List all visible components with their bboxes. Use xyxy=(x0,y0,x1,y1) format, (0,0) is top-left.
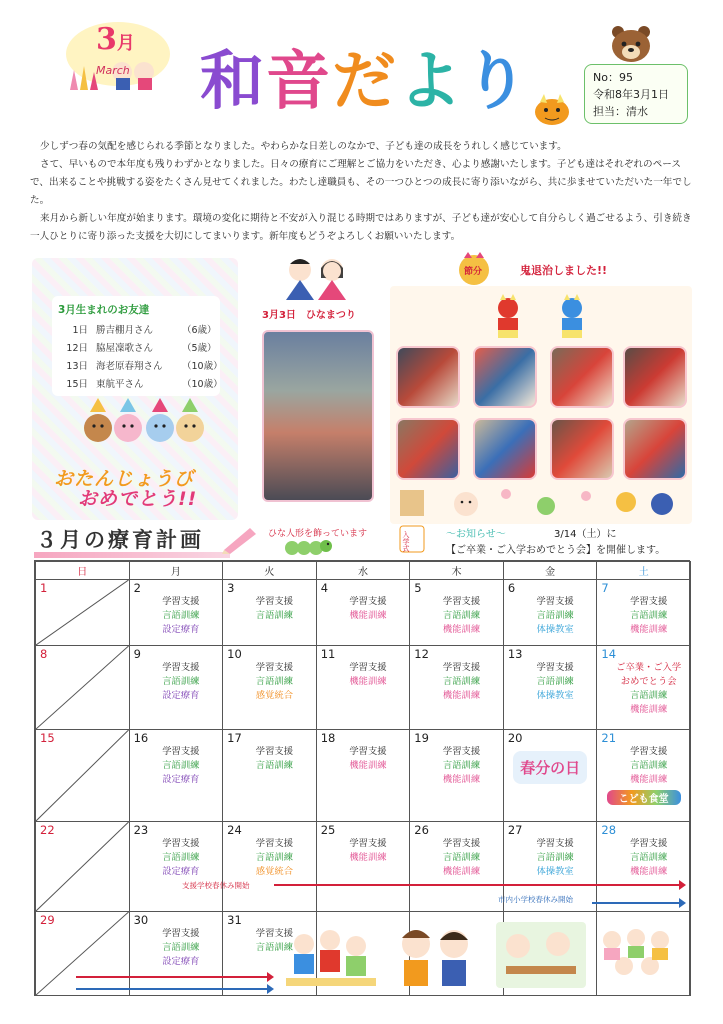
calendar-day-cell xyxy=(410,730,504,822)
activity-list xyxy=(134,745,219,787)
birthday-congrats-line2: おめでとう!! xyxy=(78,488,198,510)
day-number: 23 xyxy=(133,823,149,837)
calendar-day-cell xyxy=(597,822,691,912)
calendar-week-row xyxy=(36,646,691,730)
activity-item: 学習支援 xyxy=(162,928,200,939)
activity-item: 言語訓練 xyxy=(255,852,293,863)
activity-item: 言語訓練 xyxy=(630,852,668,863)
weekday-sun: 日 xyxy=(36,562,130,580)
holiday-shunbun: 春分の日 xyxy=(513,751,587,784)
day-number: 27 xyxy=(507,823,523,837)
activity-item: 言語訓練 xyxy=(162,760,200,771)
activity-item: 機能訓練 xyxy=(349,676,387,687)
day-number: 29 xyxy=(40,913,55,927)
calendar-day-cell xyxy=(410,646,504,730)
oni-mask-icon xyxy=(528,92,576,126)
party-animals-illustration xyxy=(82,398,206,456)
activity-item: 言語訓練 xyxy=(536,610,574,621)
tanuki-mascot-icon xyxy=(608,24,654,64)
day-number: 14 xyxy=(601,647,617,661)
setsubun-photo xyxy=(550,418,614,480)
day-number: 3 xyxy=(227,581,235,595)
activity-item: 学習支援 xyxy=(442,838,481,849)
pencil-icon xyxy=(220,524,260,554)
activity-item: 言語訓練 xyxy=(255,942,293,953)
activity-item: 言語訓練 xyxy=(255,760,293,771)
calendar-week-row xyxy=(36,822,691,912)
weekday-mon: 月 xyxy=(129,562,223,580)
activity-list xyxy=(321,745,406,773)
kodomo-shokudo-badge: こども食堂 xyxy=(607,790,681,805)
activity-item: 言語訓練 xyxy=(162,610,200,621)
city-school-break-note: 市内小学校春休み開始 xyxy=(498,895,573,904)
city-school-break-arrow-continued xyxy=(76,988,272,990)
activity-item: 学習支援 xyxy=(442,596,481,607)
graduation-children-illustration xyxy=(392,920,478,990)
intro-text xyxy=(30,138,698,246)
activity-list xyxy=(321,595,406,623)
hinamatsuri-photo xyxy=(262,330,374,502)
calendar-day-cell xyxy=(36,580,130,646)
sunday-diagonal-line xyxy=(36,822,129,911)
weekday-thu: 木 xyxy=(410,562,504,580)
setsubun-title: 鬼退治しました!! xyxy=(520,264,608,277)
activity-item: 設定療育 xyxy=(162,690,200,701)
calendar-day-cell xyxy=(503,730,597,822)
activity-item: 言語訓練 xyxy=(255,676,293,687)
activity-item: 学習支援 xyxy=(255,746,293,757)
activity-item: 学習支援 xyxy=(536,662,574,673)
activity-item: 機能訓練 xyxy=(442,624,481,635)
issue-info-box xyxy=(584,64,688,124)
day-number: 2 xyxy=(133,581,141,595)
activity-item: 機能訓練 xyxy=(442,690,481,701)
activity-list xyxy=(134,837,219,879)
support-school-break-arrow-continued xyxy=(76,976,272,978)
activity-item: 学習支援 xyxy=(536,838,574,849)
month-number: 3月 xyxy=(96,22,135,57)
calendar-day-cell xyxy=(597,730,691,822)
activity-item: 言語訓練 xyxy=(630,760,668,771)
calendar-day-cell xyxy=(129,822,223,912)
activity-item: 言語訓練 xyxy=(162,942,200,953)
newsletter-title: 和音だより xyxy=(200,45,530,119)
setsubun-photo xyxy=(623,418,687,480)
activity-item: 機能訓練 xyxy=(630,866,668,877)
calendar-day-cell xyxy=(597,580,691,646)
activity-item: 設定療育 xyxy=(162,956,200,967)
activity-item: 機能訓練 xyxy=(630,624,668,635)
setsubun-photo xyxy=(396,418,460,480)
weekday-sat: 土 xyxy=(597,562,691,580)
calendar-week-row xyxy=(36,730,691,822)
day-number: 10 xyxy=(227,647,242,661)
setsubun-photo xyxy=(473,418,537,480)
sunday-diagonal-line xyxy=(36,646,129,729)
activity-item: 言語訓練 xyxy=(162,676,200,687)
activity-list xyxy=(321,661,406,689)
activity-item: 機能訓練 xyxy=(349,610,387,621)
activity-item: 体操教室 xyxy=(536,624,574,635)
activity-list xyxy=(508,837,593,879)
birthday-row: 15日 東航平さん （10歳） xyxy=(66,379,223,390)
activity-list xyxy=(134,661,219,703)
day-number: 25 xyxy=(320,823,336,837)
intro-paragraph-3: 来月から新しい年度が始まります。環境の変化に期待と不安が入り混じる時期ではありますが、子ども達が安心して自分らしく過ごせるよう、引き続き一人ひとりに寄り添った支援を大切にしてまいります。新年度もどうぞよろしくお願いいたします。 xyxy=(30,213,692,242)
activity-list xyxy=(601,595,686,637)
calendar-day-cell xyxy=(129,646,223,730)
intro-paragraph-1: 少しずつ春の気配を感じられる季節となりました。やわらかな日差しのなかで、子ども達の成長をうれしく感じています。 xyxy=(40,141,567,152)
entrance-badge: 入学式 xyxy=(402,531,410,552)
activity-item: 感覚統合 xyxy=(255,866,293,877)
calendar-day-cell xyxy=(410,822,504,912)
activity-item: 機能訓練 xyxy=(442,774,481,785)
day-number: 28 xyxy=(601,823,617,837)
issue-number: No：95 xyxy=(593,71,633,84)
calendar-day-cell xyxy=(129,912,223,996)
day-number: 13 xyxy=(507,647,523,661)
setsubun-photo xyxy=(473,346,537,408)
notice-body: 【ご卒業・ご入学おめでとう会】を開催します。 xyxy=(446,545,666,556)
activity-list xyxy=(227,595,312,623)
activity-item: 学習支援 xyxy=(349,596,387,607)
sunday-diagonal-line xyxy=(36,912,129,995)
setsubun-decoration xyxy=(396,484,686,520)
birthday-row: 1日 勝吉棚月さん （6歳） xyxy=(72,325,217,336)
activity-item: 学習支援 xyxy=(630,838,668,849)
sunday-diagonal-line xyxy=(36,730,129,821)
calendar-day-cell xyxy=(316,730,410,822)
day-number: 12 xyxy=(414,647,429,661)
activity-list xyxy=(227,661,312,703)
day-number: 15 xyxy=(40,731,55,745)
notice-heading: ～お知らせ～ xyxy=(446,529,506,540)
calendar-day-cell xyxy=(223,730,317,822)
birthday-title: 3月生まれのお友達 xyxy=(58,304,150,316)
day-number: 22 xyxy=(40,823,55,837)
activity-item: 体操教室 xyxy=(536,690,574,701)
calendar-day-cell xyxy=(597,646,691,730)
staff-name: 担当：清水 xyxy=(593,105,648,118)
activity-item: 学習支援 xyxy=(442,662,481,673)
day-number: 17 xyxy=(227,731,242,745)
oni-illustration xyxy=(486,294,596,342)
weekday-tue: 火 xyxy=(223,562,317,580)
activity-list xyxy=(414,661,499,703)
activity-item: 感覚統合 xyxy=(255,690,293,701)
day-number: 8 xyxy=(40,647,48,661)
calendar-day-cell xyxy=(223,822,317,912)
activity-item: 機能訓練 xyxy=(349,760,387,771)
calendar-day-cell xyxy=(36,646,130,730)
calendar-day-cell xyxy=(410,580,504,646)
day-number: 24 xyxy=(227,823,242,837)
birthday-row: 13日 海老原春翔さん （10歳） xyxy=(66,361,223,372)
activity-item: 機能訓練 xyxy=(630,704,668,715)
activity-item: おめでとう会 xyxy=(620,676,677,687)
activity-item: 学習支援 xyxy=(255,928,293,939)
activity-item: 学習支援 xyxy=(162,746,200,757)
calendar-day-cell xyxy=(36,822,130,912)
activity-item: 機能訓練 xyxy=(349,852,387,863)
activity-list xyxy=(134,927,219,969)
calendar-day-cell xyxy=(316,822,410,912)
calendar-day-cell xyxy=(316,580,410,646)
day-number: 30 xyxy=(133,913,149,927)
activity-item: 学習支援 xyxy=(162,662,200,673)
day-number: 19 xyxy=(414,731,429,745)
activity-item: 言語訓練 xyxy=(630,690,668,701)
activity-item: 設定療育 xyxy=(162,774,200,785)
activity-item: 言語訓練 xyxy=(536,852,574,863)
day-number: 18 xyxy=(320,731,336,745)
activity-list xyxy=(601,745,686,787)
activity-list xyxy=(508,661,593,703)
activity-item: 学習支援 xyxy=(255,662,293,673)
activity-list xyxy=(134,595,219,637)
activity-item: 言語訓練 xyxy=(442,760,481,771)
birthday-congrats-line1: おたんじょうび xyxy=(54,468,195,490)
activity-item: 言語訓練 xyxy=(630,610,668,621)
setsubun-badge-label: 節分 xyxy=(464,267,483,277)
hinamatsuri-caption: 3月3日 ひなまつり xyxy=(262,310,356,321)
calendar-weekday-row xyxy=(36,562,691,580)
city-school-break-arrow xyxy=(592,902,684,904)
calendar-day-cell xyxy=(129,730,223,822)
activity-item: 学習支援 xyxy=(630,746,668,757)
activity-item: 言語訓練 xyxy=(162,852,200,863)
day-number: 21 xyxy=(601,731,617,745)
support-school-break-note: 支援学校春休み開始 xyxy=(182,881,250,890)
activity-item: 言語訓練 xyxy=(442,852,481,863)
activity-item: 学習支援 xyxy=(349,838,387,849)
intro-paragraph-2: さて、早いもので本年度も残りわずかとなりました。日々の療育にご理解とご協力をいただき、心より感謝いたします。子ども達はそれぞれのペースで、出来ることや挑戦する姿をたくさん見せてくれました。わたし達職員も、その一つひとつの成長に寄り添いながら、共に歩ませていただいた一年でした。 xyxy=(30,159,692,206)
support-school-break-arrow xyxy=(274,884,684,886)
activity-item: 言語訓練 xyxy=(536,676,574,687)
activity-list xyxy=(601,837,686,879)
sunday-diagonal-line xyxy=(36,580,129,645)
activity-list xyxy=(414,837,499,879)
issue-date: 令和8年3月1日 xyxy=(593,88,669,101)
calendar-day-cell xyxy=(223,646,317,730)
birthday-row: 12日 脇屋凜歌さん （5歳） xyxy=(66,343,217,354)
day-number: 9 xyxy=(133,647,141,661)
activity-item: 学習支援 xyxy=(255,838,293,849)
day-number: 16 xyxy=(133,731,149,745)
calendar-day-cell xyxy=(316,646,410,730)
activity-item: 言語訓練 xyxy=(255,610,293,621)
activity-list xyxy=(414,745,499,787)
activity-item: 学習支援 xyxy=(536,596,574,607)
activity-item: 設定療育 xyxy=(162,866,200,877)
day-number: 5 xyxy=(414,581,422,595)
activity-item: 学習支援 xyxy=(442,746,481,757)
day-number: 11 xyxy=(320,647,336,661)
activity-list xyxy=(601,661,686,717)
activity-item: 設定療育 xyxy=(162,624,200,635)
month-english: March xyxy=(96,64,130,77)
setsubun-photo xyxy=(623,346,687,408)
activity-item: 言語訓練 xyxy=(442,610,481,621)
activity-item: 学習支援 xyxy=(255,596,293,607)
activity-item: 機能訓練 xyxy=(442,866,481,877)
calendar-day-cell xyxy=(129,580,223,646)
hina-note: ひな人形を飾っています xyxy=(268,529,368,539)
activity-item: ご卒業・ご入学 xyxy=(616,662,682,673)
day-number: 7 xyxy=(601,581,609,595)
calendar-day-cell xyxy=(36,912,130,996)
children-playing-illustration xyxy=(286,922,376,988)
activity-list xyxy=(508,595,593,637)
activity-list xyxy=(227,837,312,879)
activity-list xyxy=(414,595,499,637)
activity-item: 体操教室 xyxy=(536,866,574,877)
day-number: 6 xyxy=(507,581,516,595)
setsubun-photo xyxy=(396,346,460,408)
calendar-week-row xyxy=(36,580,691,646)
hina-dolls-illustration xyxy=(278,254,354,300)
activity-item: 学習支援 xyxy=(162,596,200,607)
day-number: 31 xyxy=(227,913,242,927)
notice-date: 3/14（土）に xyxy=(554,529,617,540)
activity-item: 機能訓練 xyxy=(630,774,668,785)
activity-item: 学習支援 xyxy=(349,662,387,673)
calendar-day-cell xyxy=(503,580,597,646)
calendar-day-cell xyxy=(223,580,317,646)
activity-item: 学習支援 xyxy=(349,746,387,757)
day-number: 26 xyxy=(414,823,429,837)
activity-item: 学習支援 xyxy=(162,838,200,849)
caterpillar-icon xyxy=(284,536,332,556)
day-number: 20 xyxy=(507,731,523,745)
weekday-fri: 金 xyxy=(503,562,597,580)
children-group-illustration xyxy=(596,920,684,990)
calendar-day-cell xyxy=(503,646,597,730)
day-number: 1 xyxy=(40,581,48,595)
activity-list xyxy=(321,837,406,865)
kids-cooking-illustration xyxy=(496,922,586,988)
plan-title: ３月の療育計画 xyxy=(36,528,204,552)
activity-item: 言語訓練 xyxy=(442,676,481,687)
activity-list xyxy=(227,745,312,773)
weekday-wed: 水 xyxy=(316,562,410,580)
activity-item: 学習支援 xyxy=(630,596,668,607)
setsubun-photo xyxy=(550,346,614,408)
day-number: 4 xyxy=(320,581,329,595)
calendar-day-cell xyxy=(36,730,130,822)
